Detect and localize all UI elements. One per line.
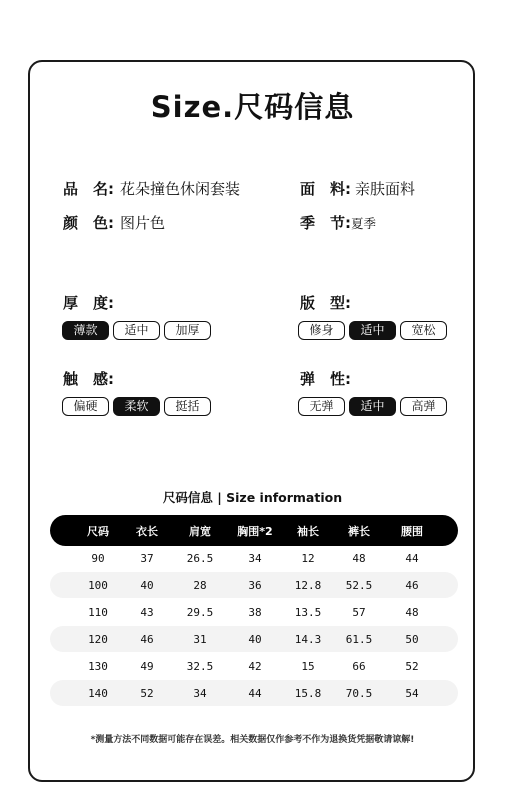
table-cell: 26.5 — [186, 551, 214, 565]
table-cell: 52 — [405, 659, 419, 673]
color-row — [63, 212, 165, 233]
elasticity-option: 高弹 — [400, 397, 447, 416]
table-cell: 46 — [140, 632, 154, 646]
table-cell: 34 — [193, 686, 207, 700]
table-cell: 49 — [140, 659, 154, 673]
table-row — [50, 572, 458, 598]
table-row — [50, 545, 458, 571]
page-title: Size.尺码信息 — [150, 90, 355, 124]
touch-option: 挺括 — [164, 397, 211, 416]
table-cell: 48 — [405, 605, 419, 619]
elasticity-options — [298, 397, 447, 416]
table-cell: 48 — [352, 551, 366, 565]
table-cell: 28 — [193, 578, 207, 592]
header-cell: 袖长 — [297, 524, 319, 538]
thickness-option: 适中 — [113, 321, 160, 340]
touch-option: 柔软 — [113, 397, 160, 416]
table-cell: 36 — [248, 578, 262, 592]
table-cell: 90 — [91, 551, 105, 565]
fit-option: 适中 — [349, 321, 396, 340]
table-cell: 38 — [248, 605, 262, 619]
table-cell: 42 — [248, 659, 262, 673]
fabric-value: 亲肤面料 — [355, 180, 416, 198]
table-row — [50, 626, 458, 652]
table-cell: 15.8 — [294, 686, 322, 700]
table-cell: 110 — [88, 605, 108, 619]
table-cell: 70.5 — [345, 686, 373, 700]
header-cell: 腰围 — [401, 524, 423, 538]
header-cell: 胸围*2 — [237, 524, 273, 538]
season-label: 季 节: — [300, 214, 351, 232]
color-value: 图片色 — [120, 214, 166, 232]
thickness-label: 厚 度: — [63, 294, 114, 312]
table-cell: 46 — [405, 578, 419, 592]
table-header — [50, 515, 458, 546]
touch-options — [62, 397, 211, 416]
table-cell: 12 — [301, 551, 315, 565]
table-cell: 12.8 — [294, 578, 322, 592]
elasticity-label: 弹 性: — [300, 370, 351, 388]
thickness-option: 加厚 — [164, 321, 211, 340]
fit-option: 修身 — [298, 321, 345, 340]
table-cell: 52 — [140, 686, 154, 700]
table-title: 尺码信息 | Size information — [162, 490, 343, 505]
fit-options — [298, 321, 447, 340]
fabric-label: 面 料: — [300, 180, 351, 198]
table-cell: 44 — [248, 686, 262, 700]
table-cell: 32.5 — [186, 659, 214, 673]
color-label: 颜 色: — [63, 214, 114, 232]
product-name-label: 品 名: — [63, 180, 114, 198]
table-cell: 31 — [193, 632, 207, 646]
table-cell: 140 — [88, 686, 108, 700]
header-cell: 肩宽 — [189, 524, 211, 538]
table-cell: 37 — [140, 551, 154, 565]
table-cell: 14.3 — [294, 632, 322, 646]
fit-label: 版 型: — [300, 294, 351, 312]
table-cell: 120 — [88, 632, 108, 646]
measurement-note: *测量方法不同数据可能存在误差。相关数据仅作参考不作为退换货凭据敬请谅解! — [90, 735, 415, 745]
table-row — [50, 680, 458, 706]
header-cell: 尺码 — [87, 524, 109, 538]
table-cell: 66 — [352, 659, 366, 673]
touch-label: 触 感: — [63, 370, 114, 388]
table-cell: 50 — [405, 632, 419, 646]
table-row — [50, 653, 458, 679]
fabric-row — [300, 178, 415, 199]
elasticity-option: 无弹 — [298, 397, 345, 416]
table-cell: 52.5 — [345, 578, 373, 592]
table-cell: 13.5 — [294, 605, 322, 619]
table-cell: 29.5 — [186, 605, 214, 619]
table-cell: 54 — [405, 686, 419, 700]
table-cell: 57 — [352, 605, 366, 619]
table-cell: 100 — [88, 578, 108, 592]
thickness-options — [62, 321, 211, 340]
elasticity-option: 适中 — [349, 397, 396, 416]
header-cell: 衣长 — [136, 524, 158, 538]
table-cell: 130 — [88, 659, 108, 673]
table-cell: 61.5 — [345, 632, 373, 646]
table-cell: 43 — [140, 605, 154, 619]
product-name-value: 花朵撞色休闲套装 — [120, 180, 241, 198]
table-row — [50, 599, 458, 625]
table-cell: 40 — [140, 578, 154, 592]
table-cell: 15 — [301, 659, 315, 673]
season-value: 夏季 — [351, 216, 377, 231]
table-cell: 34 — [248, 551, 262, 565]
season-row — [300, 212, 376, 233]
table-cell: 40 — [248, 632, 262, 646]
header-cell: 裤长 — [348, 524, 370, 538]
fit-option: 宽松 — [400, 321, 447, 340]
table-cell: 44 — [405, 551, 419, 565]
thickness-option: 薄款 — [62, 321, 109, 340]
product-name-row — [63, 178, 240, 199]
touch-option: 偏硬 — [62, 397, 109, 416]
